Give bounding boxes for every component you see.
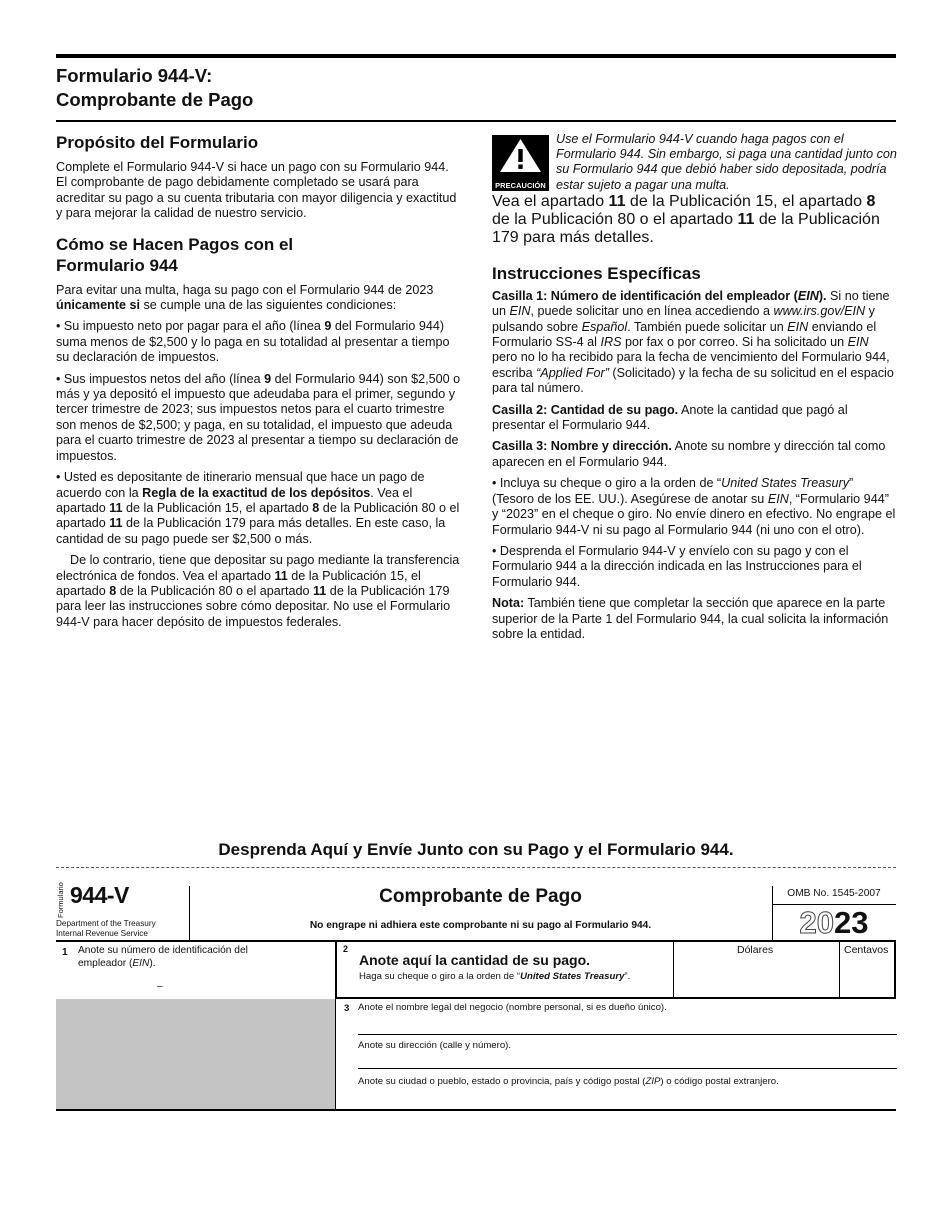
warning-triangle-icon [492,135,549,175]
box1-instructions: Casilla 1: Número de identificación del empleador (EIN). Si no tiene un EIN, puede solicitar uno en línea accediendo a www.irs.gov/EIN y pulsando sobre Español. También puede solicitar un EIN enviando el Formulario SS-4 al IRS por fax o por correo. Si ha solicitado un EIN pero no lo ha recibido para la fecha de vencimiento del Formulario 944, escriba “Applied For” (Solicitado) y la fecha de su solicitud en el espacio para tal número. [492,288,894,396]
page-title [56,64,253,112]
title-line-2: Comprobante de Pago [56,89,254,110]
condition-bullet-3: • Usted es depositante de itinerario mensual que hace un pago de acuerdo con la Regla de la exactitud de los depósitos. Vea el apartado 11 de la Publicación 15, el apartado 8 de la Publicación 80 o el apartado 11 de la Publicación 179 para más detalles. En este caso, la cantidad de su pago puede ser $2,500 o más. [56,470,460,546]
box3-number: 3 [344,1003,350,1014]
omb-number: OMB No. 1545-2007 [787,888,881,899]
ein-label: Anote su número de identificación del empleador (EIN). [78,945,248,969]
box2-number: 2 [343,944,349,954]
detach-bullet: • Desprenda el Formulario 944-V y envíelo con su pago y con el Formulario 944 a la dirección indicada en las Instrucciones para el Formulario 944. [492,543,862,589]
field-rule [358,1034,897,1035]
dollars-field[interactable]: Dólares [737,944,774,956]
eft-paragraph: De lo contrario, tiene que depositar su pago mediante la transferencia electrónica de fondos. Vea el apartado 11 de la Publicación 15, el apartado 8 de la Publicación 80 o el apartado 11 de la Publicación 179 para leer las instrucciones sobre cómo depositar. No use el Formulario 944-V para hacer depósito de impuestos federales. [56,553,460,629]
caution-more: Vea el apartado 11 de la Publicación 15, el apartado 8 de la Publicación 80 o el apartado 11 de la Publicación 179 para más detalles. [492,192,880,246]
box3-instructions: Casilla 3: Nombre y dirección. Anote su nombre y dirección tal como aparecen en el Formulario 944. [492,439,886,469]
field-rule [358,1068,897,1069]
voucher-subtitle: No engrape ni adhiera este comprobante ni su pago al Formulario 944. [309,920,652,931]
condition-bullet-1: • Su impuesto neto por pagar para el año (línea 9 del Formulario 944) suma menos de $2,500 y lo paga en su totalidad al presentar a tiempo su declaración de impuestos. [56,319,450,365]
detach-instruction: Desprenda Aquí y Envíe Junto con su Pago y el Formulario 944. [218,840,734,859]
how-to-pay-heading: Cómo se Hacen Pagos con el Formulario 944 [56,234,294,275]
purpose-body: Complete el Formulario 944-V si hace un pago con su Formulario 944. El comprobante de pago debidamente completado se usará para acreditar su pago a su cuenta tributaria con mayor diligencia y exactitud y para mejorar la calidad de nuestro servicio. [56,160,457,221]
cents-field[interactable]: Centavos [844,944,889,956]
voucher-title: Comprobante de Pago [379,886,582,907]
amount-label: Anote aquí la cantidad de su pago. [359,952,591,968]
purpose-heading: Propósito del Formulario [56,133,259,152]
payment-bullet: • Incluya su cheque o giro a la orden de “United States Treasury” (Tesoro de los EE. UU.). Asegúrese de anotar su EIN, “Formulario 944” y “2023” en el cheque o giro. No envíe dinero en efectivo. No engrape el Formulario 944-V ni su pago al Formulario 944 (ni uno con el otro). [492,476,896,537]
top-rule [56,54,896,58]
condition-bullet-2: • Sus impuestos netos del año (línea 9 del Formulario 944) son $2,500 o más y ya depositó el impuesto que adeudaba para el primer, segundo y tercer trimestre de 2023; sus impuestos netos para el cuarto trimestre son menos de $2,500; y paga, en su totalidad, el impuesto que adeuda para el cuarto trimestre de 2023 al presentar a tiempo su declaración de impuestos. [56,371,461,463]
caution-icon [492,135,549,191]
title-line-1: Formulario 944-V: [56,65,213,86]
voucher-header [56,878,896,940]
cut-line [56,867,896,868]
cents-divider [839,942,840,997]
box1-number: 1 [62,947,68,958]
form-number: 944-V [70,882,129,908]
department: Department of the Treasury Internal Revenue Service [56,919,156,938]
amount-payee: Haga su cheque o giro a la orden de “United States Treasury”. [359,971,631,982]
ein-dash: – [157,981,163,992]
title-rule [56,120,896,122]
caution-label: PRECAUCIÓN [495,181,546,191]
amount-box[interactable] [335,942,896,999]
right-column [492,132,897,648]
note: Nota: También tiene que completar la sección que aparece en la parte superior de la Parte 1 del Formulario 944, la cual solicita la información sobre la entidad. [492,596,889,641]
caution-text: Use el Formulario 944-V cuando haga pagos con el Formulario 944. Sin embargo, si paga una cantidad junto con su Formulario 944 que debió haber sido depositada, podría estar sujeto a pagar una multa. [556,132,897,192]
voucher-bottom-rule [56,1109,896,1111]
dollars-divider [673,942,674,997]
caution-box [492,132,897,193]
ein-box[interactable] [56,942,336,998]
box2-instructions: Casilla 2: Cantidad de su pago. Anote la cantidad que pagó al presentar el Formulario 944. [492,402,848,433]
shaded-area [56,999,336,1109]
tax-year: 2023 [799,905,869,940]
name-address-box [335,999,896,1109]
left-column [56,132,461,636]
how-to-pay-intro: Para evitar una multa, haga su pago con el Formulario 944 de 2023 únicamente si se cumple una de las siguientes condiciones: [56,282,434,313]
city-field[interactable]: Anote su ciudad o pueblo, estado o provincia, país y código postal (ZIP) o código postal extranjero. [358,1076,779,1087]
form-word: Formulario [56,882,65,918]
address-field[interactable]: Anote su dirección (calle y número). [358,1040,512,1051]
specific-heading: Instrucciones Específicas [492,263,701,283]
business-name-field[interactable]: Anote el nombre legal del negocio (nombre personal, si es dueño único). [358,1002,667,1013]
